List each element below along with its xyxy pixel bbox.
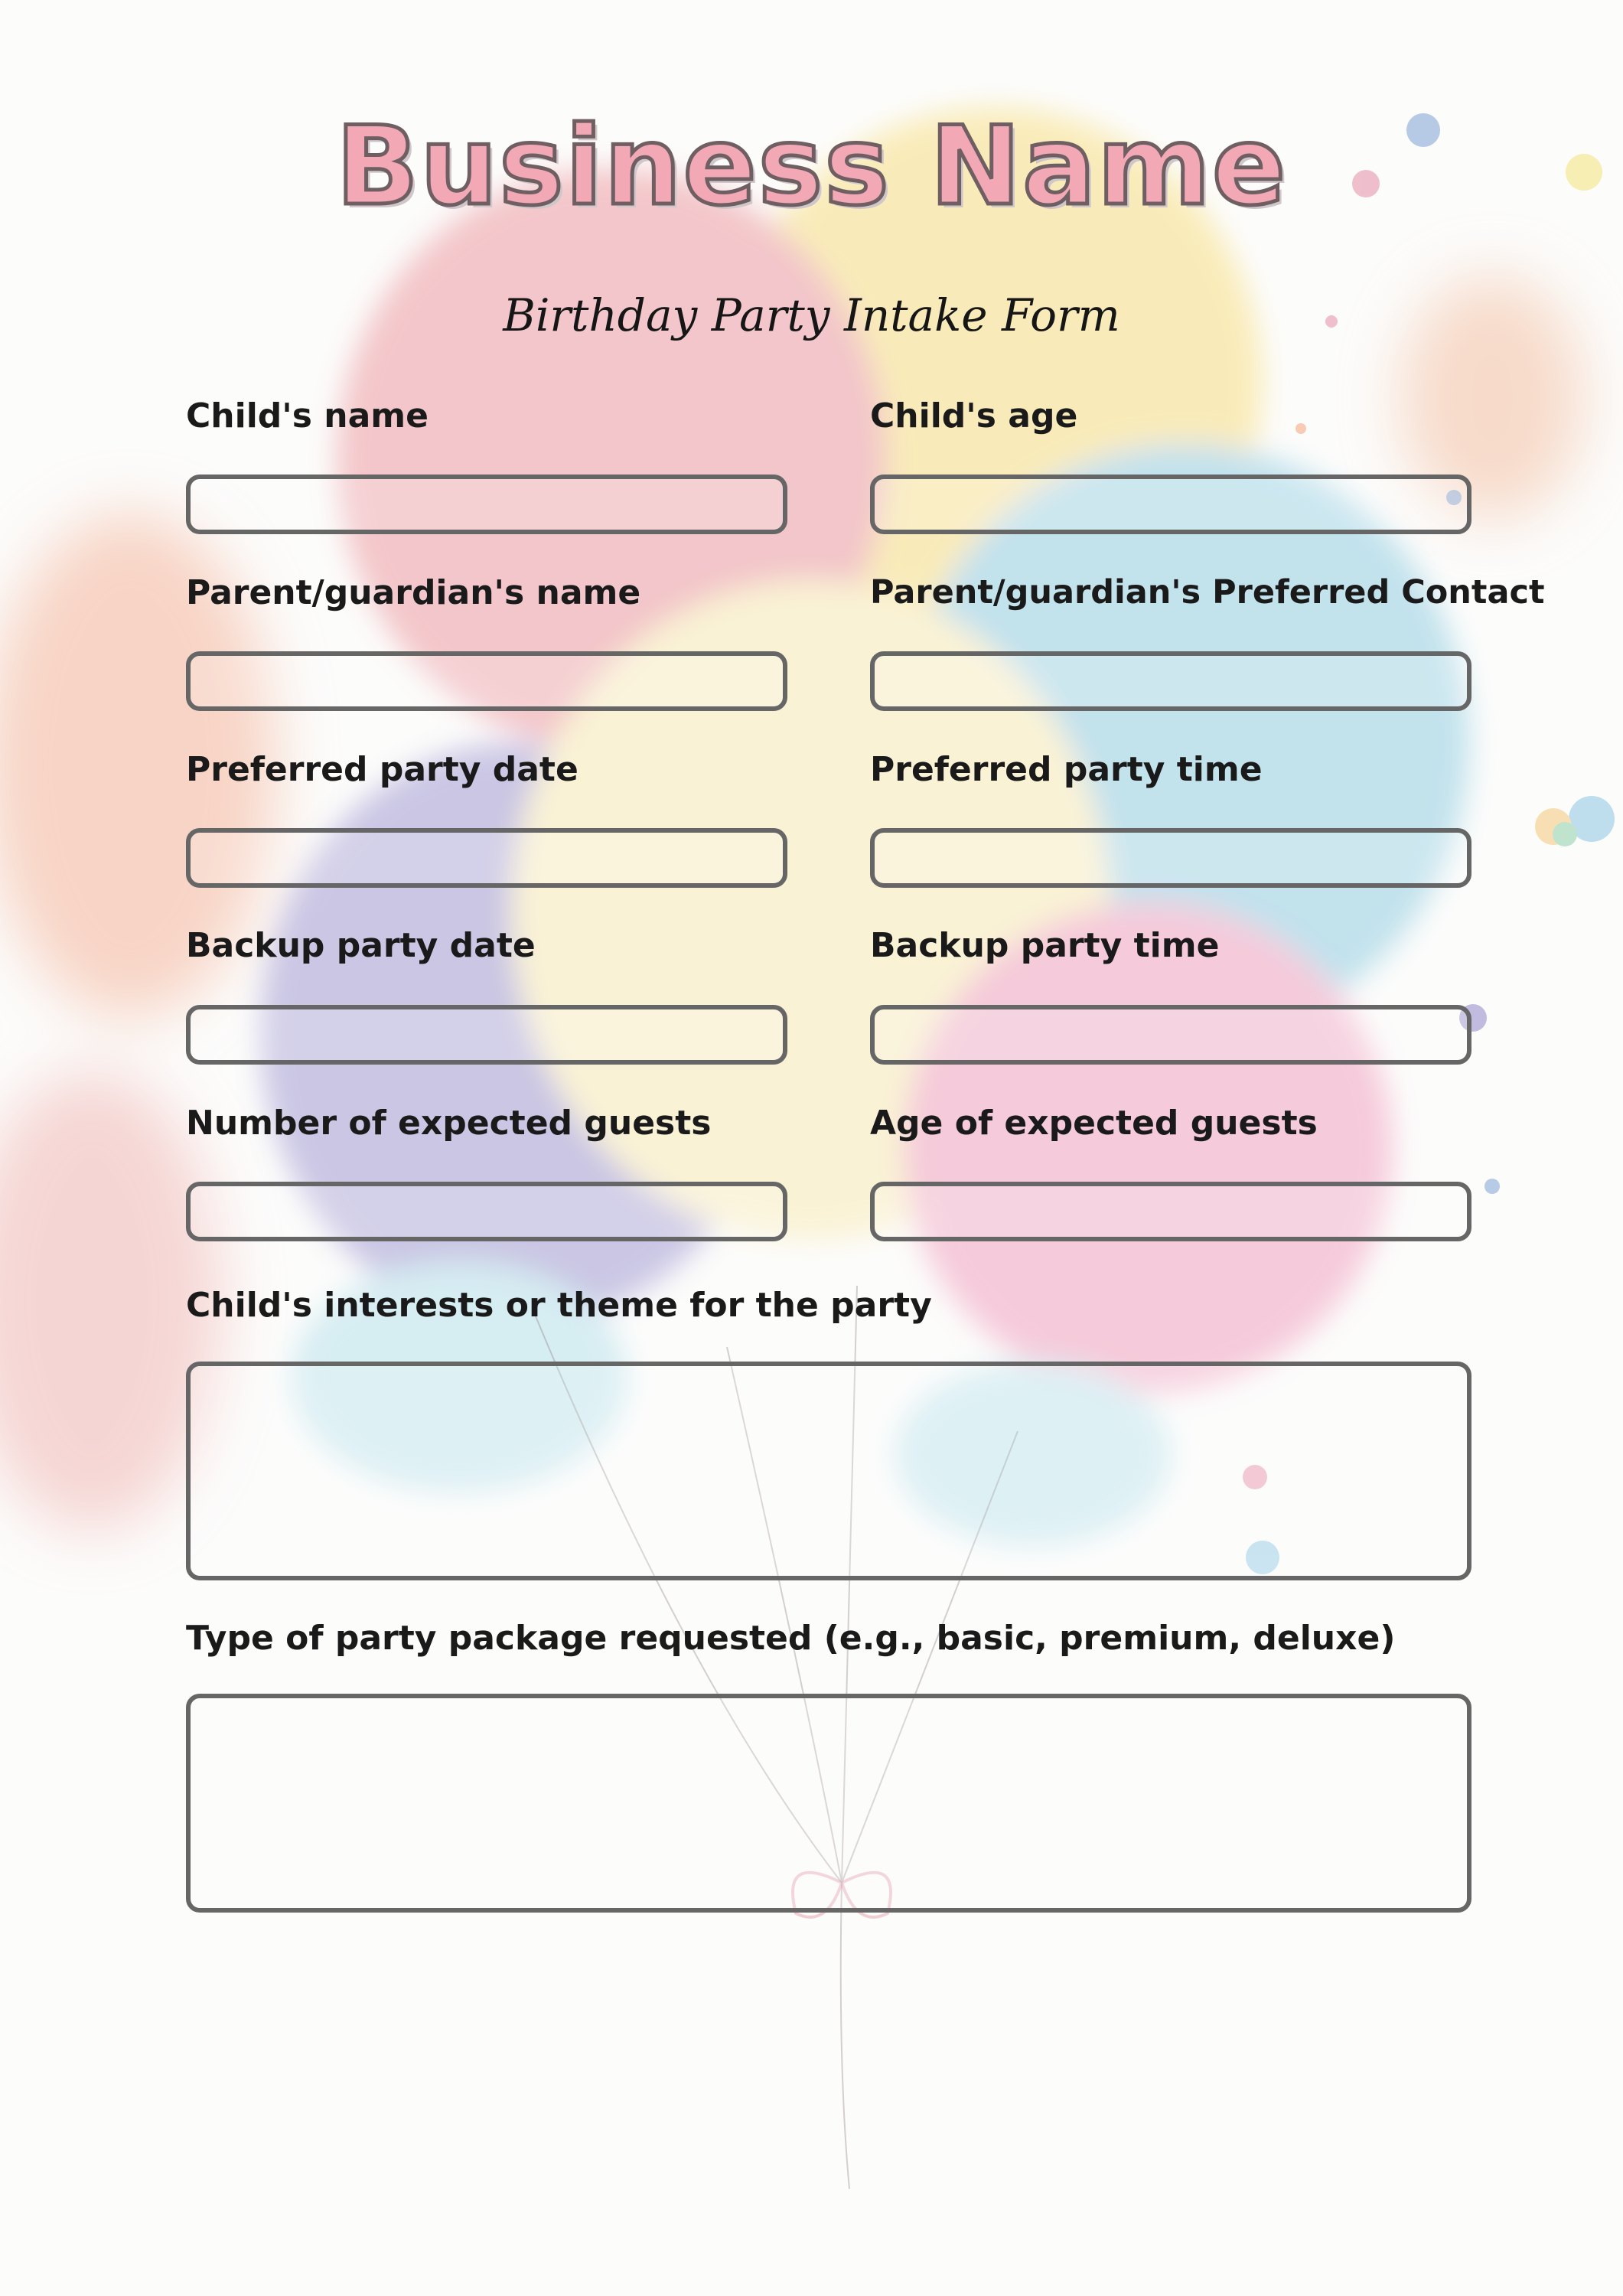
form-title: Birthday Party Intake Form: [503, 289, 1120, 341]
parent-contact-label: Parent/guardian's Preferred Contact: [870, 573, 1545, 612]
parent-name-label: Parent/guardian's name: [186, 573, 641, 612]
guest-count-label: Number of expected guests: [186, 1104, 712, 1143]
package-textarea[interactable]: [186, 1694, 1471, 1913]
guest-age-field[interactable]: [870, 1182, 1471, 1241]
backup-date-label: Backup party date: [186, 926, 536, 965]
business-name-title: Business Name: [335, 103, 1288, 230]
party-date-label: Preferred party date: [186, 750, 578, 789]
guest-age-label: Age of expected guests: [870, 1104, 1318, 1143]
interests-label: Child's interests or theme for the party: [186, 1286, 932, 1325]
child-name-field[interactable]: [186, 475, 787, 534]
child-name-label: Child's name: [186, 396, 429, 435]
backup-time-label: Backup party time: [870, 926, 1220, 965]
guest-count-field[interactable]: [186, 1182, 787, 1241]
party-date-field[interactable]: [186, 828, 787, 888]
interests-textarea[interactable]: [186, 1362, 1471, 1580]
balloon-pink: [903, 903, 1393, 1393]
parent-name-field[interactable]: [186, 651, 787, 711]
party-time-field[interactable]: [870, 828, 1471, 888]
package-label: Type of party package requested (e.g., basic, premium, deluxe): [186, 1619, 1396, 1658]
backup-time-field[interactable]: [870, 1005, 1471, 1065]
child-age-field[interactable]: [870, 475, 1471, 534]
party-time-label: Preferred party time: [870, 750, 1263, 789]
child-age-label: Child's age: [870, 396, 1078, 435]
parent-contact-field[interactable]: [870, 651, 1471, 711]
backup-date-field[interactable]: [186, 1005, 787, 1065]
